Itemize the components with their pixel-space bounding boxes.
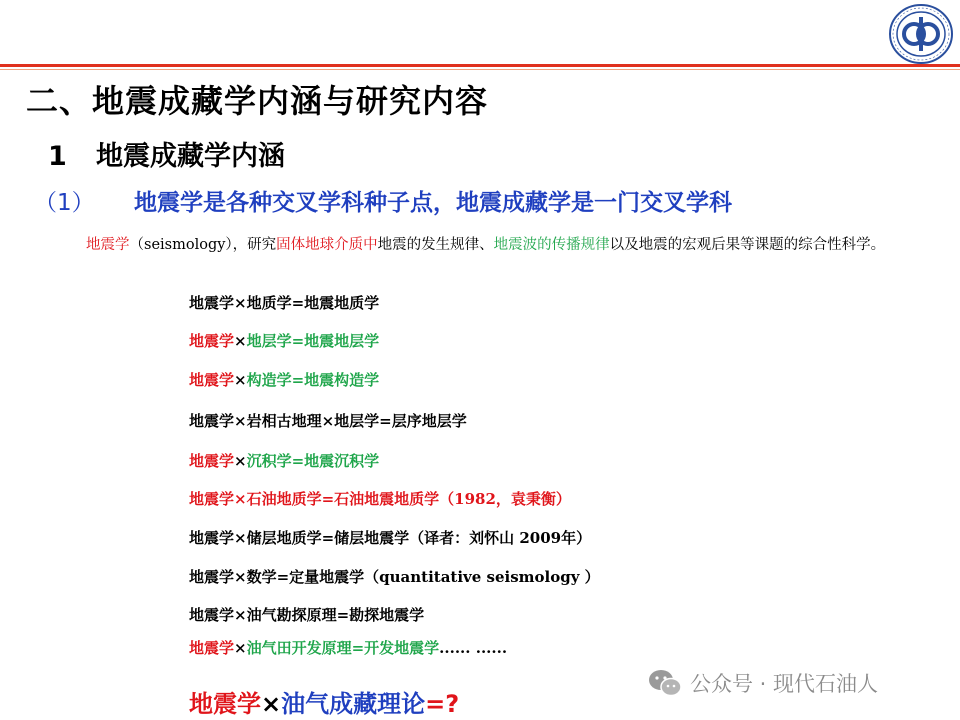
intro-solid-earth-term: 固体地球介质中: [276, 237, 378, 253]
equation-result: 构造学=地震构造学: [246, 371, 380, 389]
equation-sedimentology: [189, 450, 379, 471]
equation-quantitative: 地震学×数学=定量地震学（quantitative seismology ）: [189, 568, 600, 586]
header-rule-thin: [0, 69, 960, 70]
watermark: [648, 668, 878, 698]
equation-development: [189, 637, 507, 658]
equation-times: ×: [234, 371, 247, 389]
page-title: 二、地震成藏学内涵与研究内容: [26, 82, 489, 120]
equation-result: 沉积学=地震沉积学: [246, 452, 380, 470]
final-times: ×: [261, 690, 282, 718]
equation-ellipsis: ...... ......: [439, 639, 508, 657]
equation-term-seismology: 地震学: [189, 490, 235, 508]
intro-text-1: （seismology），研究: [129, 237, 277, 253]
equation-times: ×: [234, 332, 247, 350]
intro-paragraph: [86, 234, 886, 256]
intro-text-2: 地震的发生规律、: [377, 237, 494, 253]
equation-geology: 地震学×地质学=地震地质学: [189, 294, 380, 312]
equation-petroleum-geology: [189, 488, 571, 509]
equation-term-seismology: 地震学: [189, 371, 235, 389]
equation-result: 油气田开发原理=开发地震学: [246, 639, 440, 657]
subsection-number: （1）: [34, 190, 95, 216]
section-heading: [48, 134, 285, 173]
subsection-title: 地震学是各种交叉学科种子点，地震成藏学是一门交叉学科: [134, 190, 732, 216]
final-term-seismology: 地震学: [189, 690, 261, 718]
section-title: 地震成藏学内涵: [96, 141, 285, 172]
final-question: [189, 684, 459, 719]
equation-result: 地层学=地震地层学: [246, 332, 380, 350]
header-rule: [0, 64, 960, 67]
equation-result: ×石油地质学=石油地震地质学（1982，袁秉衡）: [234, 490, 571, 508]
final-term-accumulation: 油气成藏理论: [281, 690, 426, 718]
final-result: =?: [425, 690, 460, 718]
equation-reservoir: 地震学×储层地质学=储层地震学（译者：刘怀山 2009年）: [189, 529, 592, 547]
section-number: 1: [48, 141, 67, 172]
watermark-text: 公众号 · 现代石油人: [690, 672, 879, 696]
equation-exploration: 地震学×油气勘探原理=勘探地震学: [189, 606, 425, 624]
equation-times: ×: [234, 639, 247, 657]
intro-seismology-term: 地震学: [86, 237, 130, 253]
equation-sequence-stratigraphy: 地震学×岩相古地理×地层学=层序地层学: [189, 412, 467, 430]
equation-stratigraphy: [189, 330, 379, 351]
equation-term-seismology: 地震学: [189, 452, 235, 470]
intro-text-3: 以及地震的宏观后果等课题的综合性科学。: [609, 237, 886, 253]
equation-times: ×: [234, 452, 247, 470]
equation-tectonics: [189, 369, 379, 390]
subsection-heading: [34, 184, 732, 217]
wechat-icon: [648, 668, 682, 698]
equation-term-seismology: 地震学: [189, 332, 235, 350]
university-seal-icon: [888, 3, 954, 65]
equation-term-seismology: 地震学: [189, 639, 235, 657]
intro-wave-propagation-term: 地震波的传播规律: [493, 237, 610, 253]
